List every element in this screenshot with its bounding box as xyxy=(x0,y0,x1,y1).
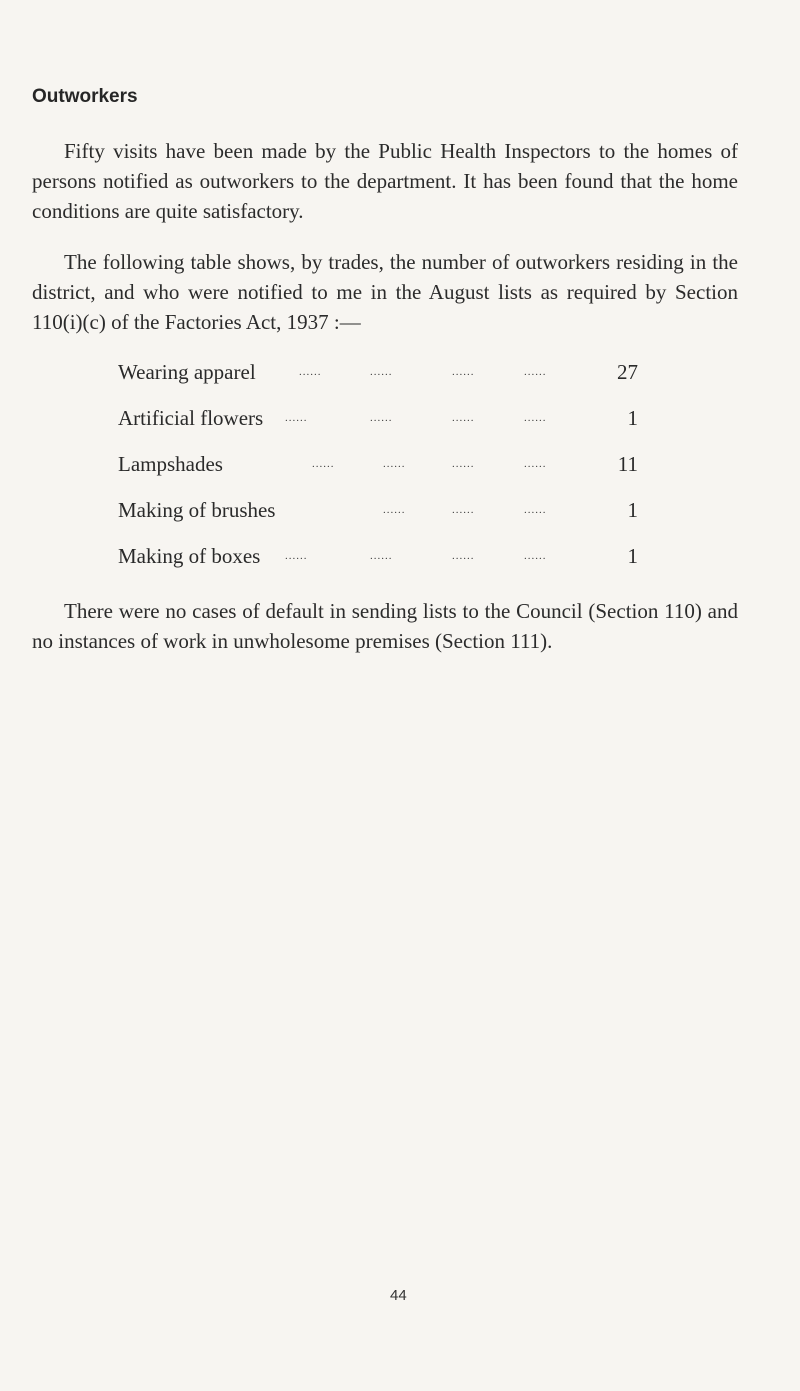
dot-leader: ...... xyxy=(452,550,475,562)
dot-leader: ...... xyxy=(452,504,475,516)
dot-leader: ...... xyxy=(452,412,475,424)
trade-name: Wearing apparel xyxy=(118,360,256,384)
dot-leader: ...... xyxy=(312,458,335,470)
dot-leader: ...... xyxy=(285,412,308,424)
dot-leader: ...... xyxy=(370,412,393,424)
section-heading: Outworkers xyxy=(32,86,138,107)
outworker-count: 1 xyxy=(627,498,638,522)
dot-leader: ...... xyxy=(524,366,547,378)
dot-leader: ...... xyxy=(452,458,475,470)
dot-leader: ...... xyxy=(383,504,406,516)
dot-leader: ...... xyxy=(524,458,547,470)
table-row xyxy=(118,544,638,590)
trade-name: Making of boxes xyxy=(118,544,261,568)
outworker-count: 27 xyxy=(617,360,638,384)
page-number: 44 xyxy=(390,1287,407,1304)
paragraph-visits: Fifty visits have been made by the Public Health Inspectors to the homes of persons notified as outworkers to the department. It has been found that the home conditions are quite satisfactory. xyxy=(32,139,738,223)
dot-leader: ...... xyxy=(299,366,322,378)
dot-leader: ...... xyxy=(285,550,308,562)
trade-name: Artificial flowers xyxy=(118,406,264,430)
dot-leader: ...... xyxy=(524,550,547,562)
table-row xyxy=(118,360,638,406)
dot-leader: ...... xyxy=(452,366,475,378)
outworker-count: 1 xyxy=(627,406,638,430)
table-row xyxy=(118,452,638,498)
trade-name: Making of brushes xyxy=(118,498,276,522)
paragraph-default-note: There were no cases of default in sending lists to the Council (Section 110) and no instances of work in unwholesome premises (Section 111). xyxy=(32,599,738,653)
paragraph-table-intro: The following table shows, by trades, the number of outworkers residing in the district, and who were notified to me in the August lists as required by Section 110(i)(c) of the Factories Act, 1937 :— xyxy=(32,250,738,334)
table-row xyxy=(118,406,638,452)
dot-leader: ...... xyxy=(383,458,406,470)
dot-leader: ...... xyxy=(370,366,393,378)
table-row xyxy=(118,498,638,544)
outworkers-table xyxy=(118,360,638,590)
dot-leader: ...... xyxy=(370,550,393,562)
trade-name: Lampshades xyxy=(118,452,223,476)
outworker-count: 11 xyxy=(617,452,638,476)
dot-leader: ...... xyxy=(524,412,547,424)
outworker-count: 1 xyxy=(627,544,638,568)
dot-leader: ...... xyxy=(524,504,547,516)
